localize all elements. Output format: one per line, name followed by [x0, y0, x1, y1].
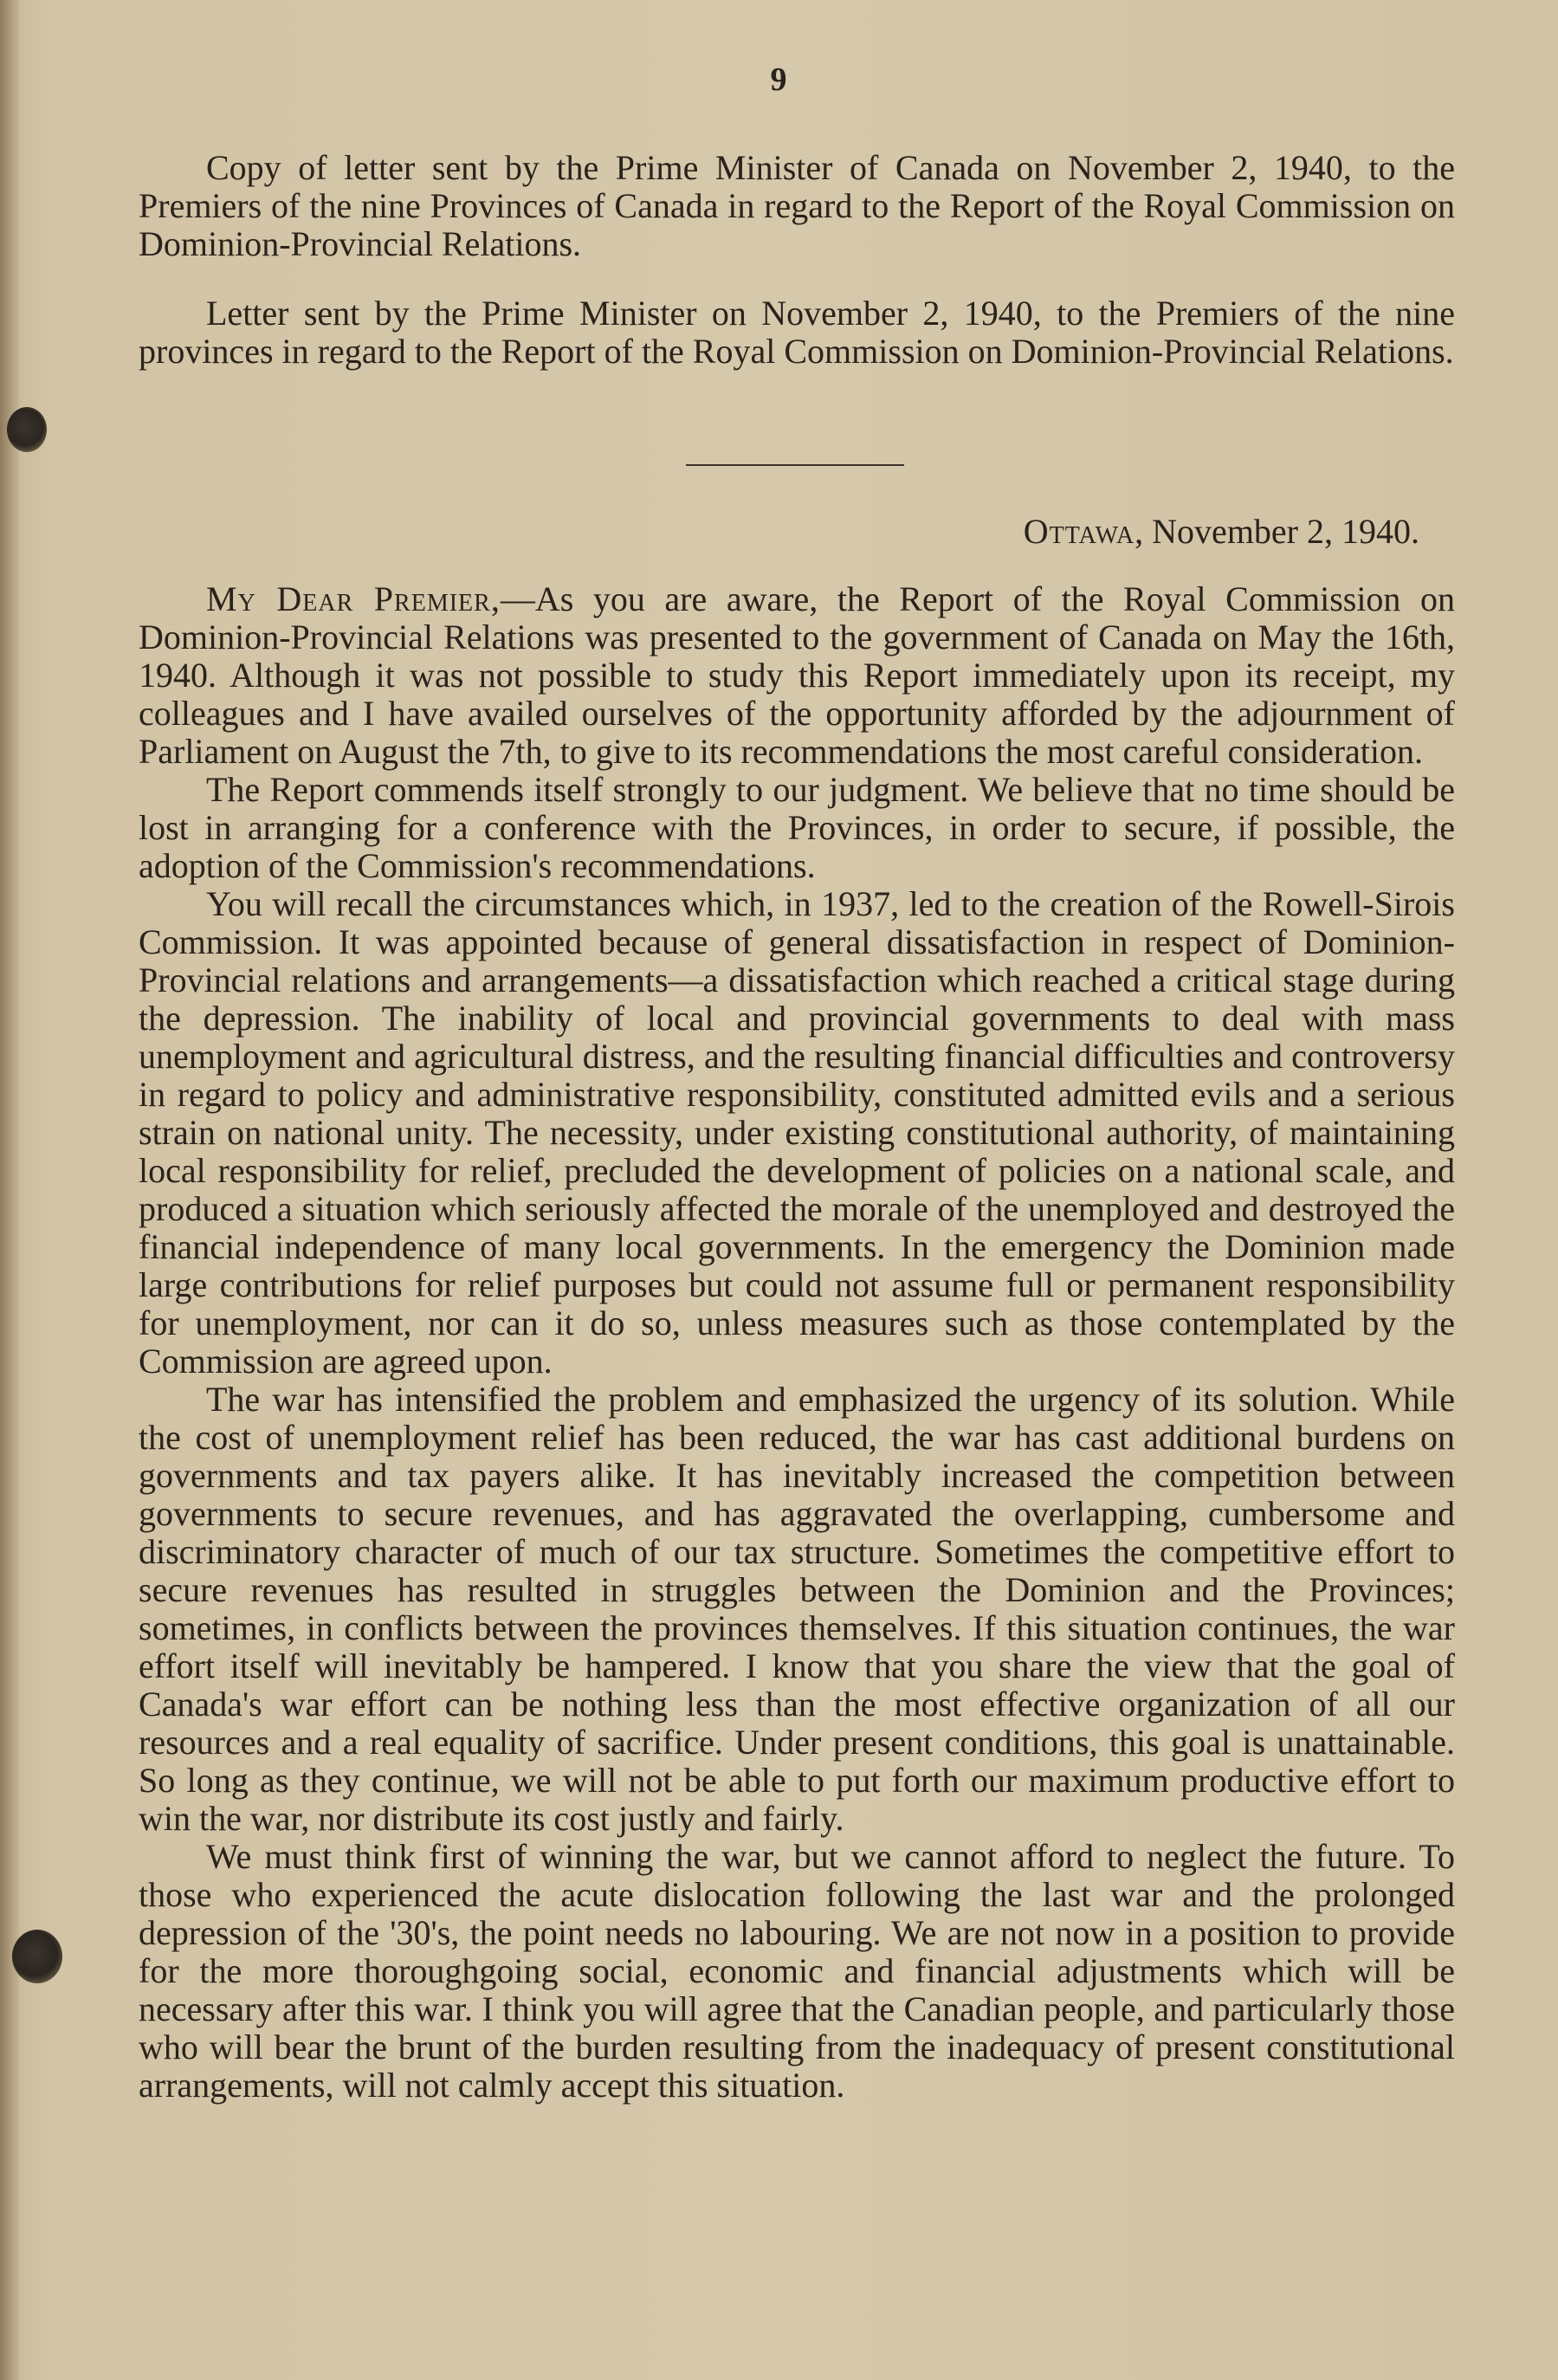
letter-note: [139, 294, 1455, 371]
letter-body: [139, 580, 1455, 2105]
letter-note-text: Letter sent by the Prime Minister on November 2, 1940, to the Premiers of the nine provinces in regard to the Report of the Royal Commission on Dominion-Provincial Relations.: [139, 294, 1455, 371]
binding-hole-bottom: [12, 1930, 62, 1983]
section-divider: [686, 464, 904, 466]
binding-edge: [0, 0, 19, 2380]
dateline-place: Ottawa: [1023, 512, 1135, 551]
letter-paragraph-4: The war has intensified the problem and emphasized the urgency of its solution. While the cost of unemployment relief has been reduced, the war has cast additional burdens on governments and tax payers alike. It has inevitably increased the competition between governments to secure revenues, and has aggravated the overlapping, cumbersome and discriminatory character of much of our tax structure. Sometimes the competitive effort to secure revenues has resulted in struggles between the Dominion and the Provinces; sometimes, in conflicts between the provinces themselves. If this situation continues, the war effort itself will inevitably be hampered. I know that you share the view that the goal of Canada's war effort can be nothing less than the most effective organization of all our resources and a real equality of sacrifice. Under present conditions, this goal is unattainable. So long as they continue, we will not be able to put forth our maximum productive effort to win the war, nor distribute its cost justly and fairly.: [139, 1380, 1455, 1838]
page-number: 9: [770, 61, 788, 98]
copy-note: [139, 149, 1455, 263]
letter-paragraph-2: The Report commends itself strongly to our judgment. We believe that no time should be lost in arranging for a conference with the Provinces, in order to secure, if possible, the adoption of the Commission's recommendations.: [139, 770, 1455, 885]
letter-paragraph-1: [139, 580, 1455, 771]
letter-paragraph-3: You will recall the circumstances which, in 1937, led to the creation of the Rowell-Sirois Commission. It was appointed because of general dissatisfaction in respect of Dominion-Provincial relations and arrangements—a dissatisfaction which reached a critical stage during the depression. The inability of local and provincial governments to deal with mass unemployment and agricultural distress, and the resulting financial difficulties and controversy in regard to policy and administrative responsibility, constituted admitted evils and a serious strain on national unity. The necessity, under existing constitutional authority, of maintaining local responsibility for relief, precluded the development of policies on a national scale, and produced a situation which seriously affected the morale of the unemployed and destroyed the financial independence of many local governments. In the emergency the Dominion made large contributions for relief purposes but could not assume full or permanent responsibility for unemployment, nor can it do so, unless measures such as those contemplated by the Commission are agreed upon.: [139, 884, 1455, 1381]
paragraph-1-text: —As you are aware, the Report of the Royal Commission on Dominion-Provincial Relations was presented to the government of Canada on May the 16th, 1940. Although it was not possible to study this Report immediately upon its receipt, my colleagues and I have availed ourselves of the opportunity afforded by the adjournment of Parliament on August the 7th, to give to its recommendations the most careful consideration.: [139, 579, 1456, 771]
letter-paragraph-5: We must think first of winning the war, but we cannot afford to neglect the future. To those who experienced the acute dislocation following the last war and the prolonged depression of the '30's, the point needs no labouring. We are not now in a position to provide for the more thoroughgoing social, economic and financial adjustments which will be necessary after this war. I think you will agree that the Canadian people, and particularly those who will bear the brunt of the burden resulting from the inadequacy of present constitutional arrangements, will not calmly accept this situation.: [139, 1837, 1455, 2105]
binding-hole-top: [7, 407, 47, 452]
salutation: My Dear Premier,: [206, 579, 501, 618]
dateline-date: , November 2, 1940.: [1135, 512, 1419, 551]
dateline: [1024, 511, 1419, 552]
copy-note-text: Copy of letter sent by the Prime Minister of Canada on November 2, 1940, to the Premiers of the nine Provinces of Canada in regard to the Report of the Royal Commission on Dominion-Provincial Relations.: [139, 148, 1455, 263]
